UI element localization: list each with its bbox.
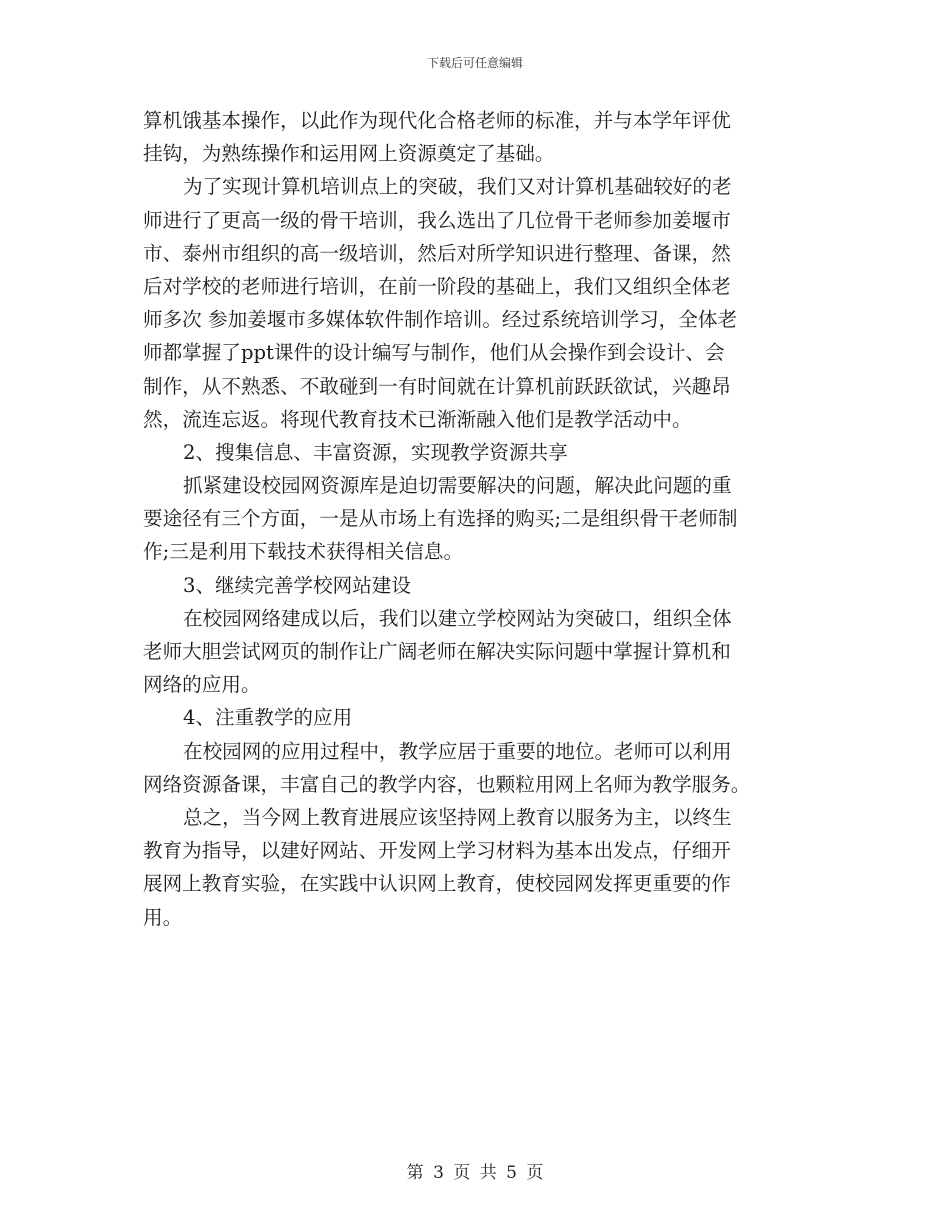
text-line: 展网上教育实验，在实践中认识网上教育，使校园网发挥更重要的作	[143, 872, 731, 896]
text-line: 在校园网的应用过程中，教学应居于重要的地位。老师可以利用	[183, 739, 732, 763]
text-line: 师多次 参加姜堰市多媒体软件制作培训。经过系统培训学习，全体老	[143, 308, 738, 332]
text-line: 挂钩，为熟练操作和运用网上资源奠定了基础。	[143, 142, 555, 166]
text-line: 教育为指导，以建好网站、开发网上学习材料为基本出发点，仔细开	[143, 839, 731, 863]
text-line: 市、泰州市组织的高一级培训，然后对所学知识进行整理、备课，然	[143, 241, 731, 265]
text-line: 为了实现计算机培训点上的突破，我们又对计算机基础较好的老	[183, 175, 732, 199]
text-line: 网络的应用。	[143, 673, 261, 697]
text-line: 网络资源备课，丰富自己的教学内容，也颗粒用网上名师为教学服务。	[143, 772, 751, 796]
text-line: 老师大胆尝试网页的制作让广阔老师在解决实际问题中掌握计算机和	[143, 640, 731, 663]
text-line: 抓紧建设校园网资源库是迫切需要解决的问题，解决此问题的重	[183, 474, 732, 498]
text-line: 4、注重教学的应用	[183, 706, 353, 730]
text-line: 作;三是利用下载技术获得相关信息。	[143, 540, 464, 564]
text-line: 3、继续完善学校网站建设	[183, 573, 411, 597]
text-line: 要途径有三个方面，一是从市场上有选择的购买;二是组织骨干老师制	[143, 507, 738, 531]
text-line: 然，流连忘返。将现代教育技术已渐渐融入他们是教学活动中。	[143, 407, 692, 431]
text-line: 在校园网络建成以后，我们以建立学校网站为突破口，组织全体	[183, 606, 732, 630]
document-body	[143, 104, 811, 934]
text-line: 师都掌握了ppt课件的设计编写与制作，他们从会操作到会设计、会	[143, 341, 725, 365]
text-line: 制作，从不熟悉、不敢碰到一有时间就在计算机前跃跃欲试，兴趣昂	[143, 374, 731, 398]
page-number: 第 3 页 共 5 页	[406, 1163, 544, 1183]
text-line: 师进行了更高一级的骨干培训，我么选出了几位骨干老师参加姜堰市	[143, 208, 731, 232]
text-line: 总之，当今网上教育进展应该坚持网上教育以服务为主，以终生	[183, 805, 732, 829]
text-line: 2、搜集信息、丰富资源，实现教学资源共享	[183, 440, 568, 464]
page-header: 下载后可任意编辑	[426, 56, 523, 70]
text-line: 用。	[143, 905, 183, 929]
text-line: 算机饿基本操作，以此作为现代化合格老师的标准，并与本学年评优	[143, 109, 731, 132]
text-line: 后对学校的老师进行培训，在前一阶段的基础上，我们又组织全体老	[143, 274, 731, 298]
